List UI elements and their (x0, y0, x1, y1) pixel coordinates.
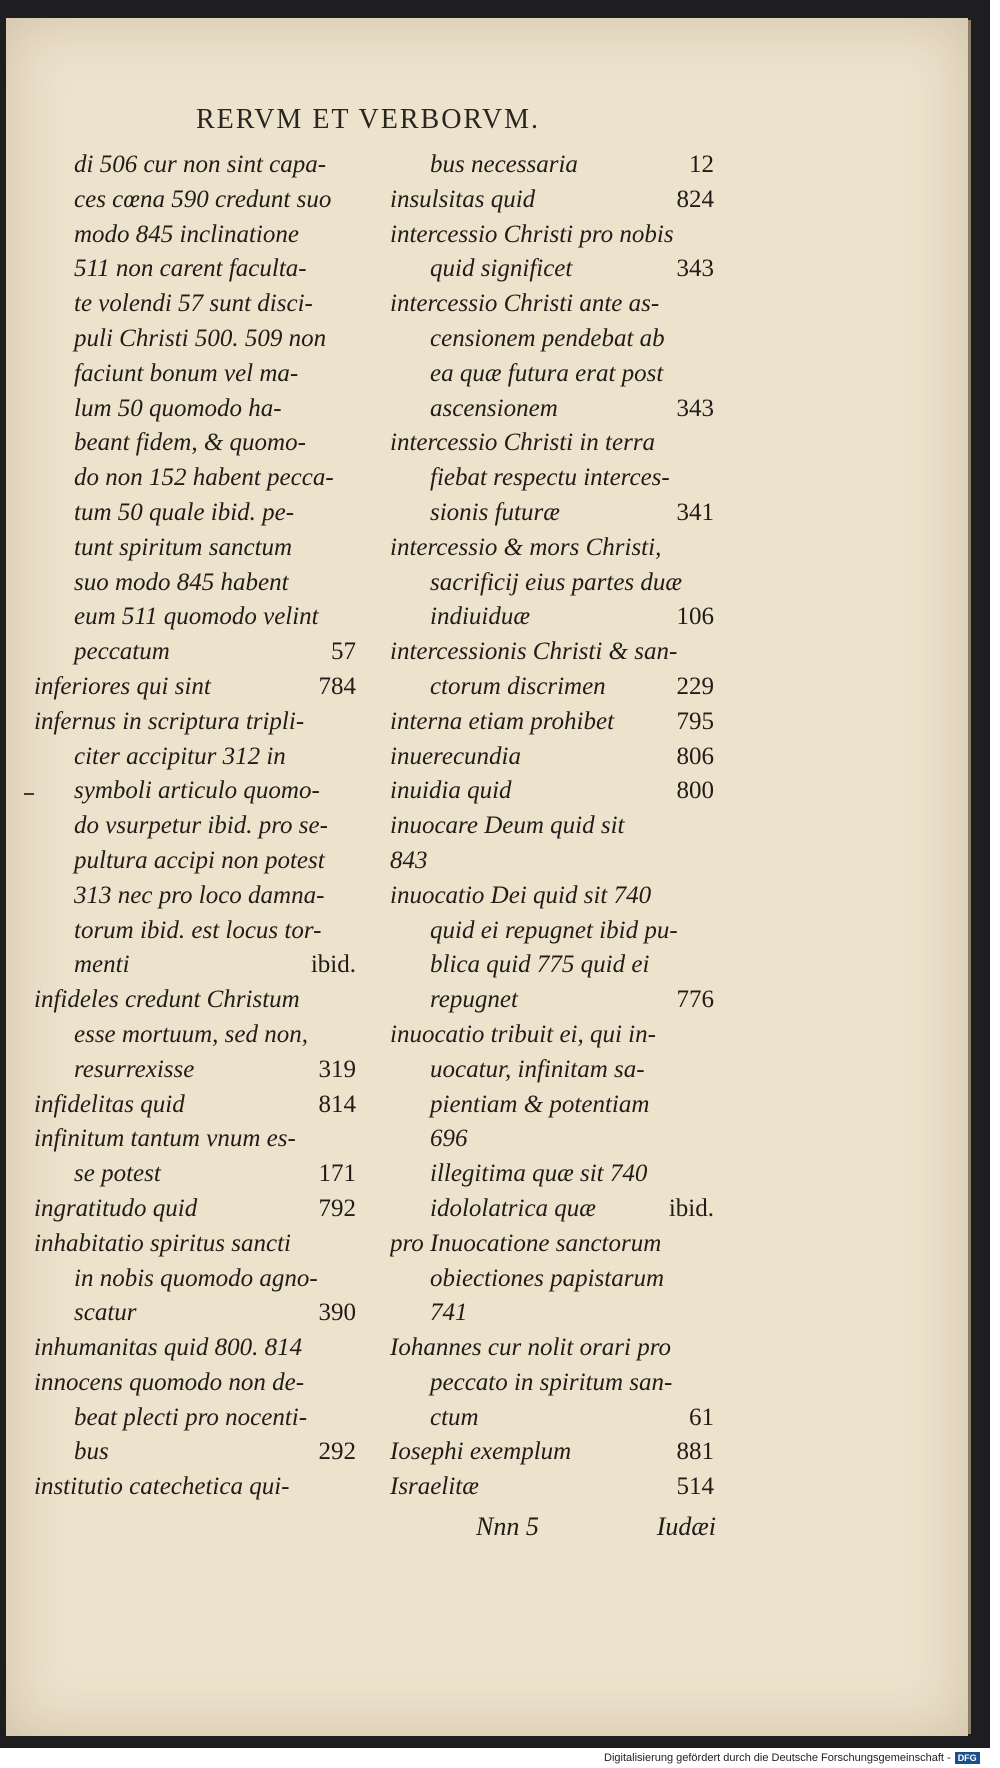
index-line (34, 287, 356, 322)
index-line (390, 635, 714, 670)
index-entry-text: interna etiam prohibet (390, 707, 615, 735)
page-reference: 514 (676, 1473, 714, 1501)
index-line (34, 1122, 356, 1157)
index-entry-text: beat plecti pro nocenti- (74, 1403, 308, 1431)
index-entry-text: quid ei repugnet ibid pu- (430, 916, 678, 944)
index-entry-text: beant fidem, & quomo- (74, 429, 306, 457)
index-entry-text: inuocare Deum quid sit (390, 812, 625, 840)
index-line (390, 844, 714, 879)
index-line (390, 1296, 714, 1331)
index-line (390, 1018, 714, 1053)
index-line (390, 1366, 714, 1401)
page-edge (968, 20, 971, 1734)
index-line (34, 914, 356, 949)
index-line (390, 1227, 714, 1262)
index-entry-text: insulsitas quid (390, 185, 536, 213)
index-entry-text: inferiores qui sint (34, 672, 211, 700)
page-reference: 806 (676, 742, 714, 770)
index-entry-text: repugnet (430, 986, 518, 1014)
page-reference: 824 (676, 185, 714, 213)
page-reference: 12 (689, 151, 714, 178)
index-line (34, 252, 356, 287)
index-line (34, 1227, 356, 1262)
index-line (390, 948, 714, 983)
running-header: RERVM ET VERBORVM. (196, 104, 540, 135)
index-column-left (34, 148, 356, 1505)
page-reference: 343 (676, 255, 714, 283)
page-reference: 795 (676, 707, 714, 735)
page-reference: 390 (318, 1299, 356, 1327)
index-entry-text: blica quid 775 quid ei (430, 951, 650, 979)
index-entry-text: peccatum (74, 638, 170, 666)
index-line (34, 1088, 356, 1123)
index-entry-text: citer accipitur 312 in (74, 742, 286, 770)
index-entry-text: resurrexisse (74, 1055, 195, 1083)
index-line (34, 183, 356, 218)
index-line (34, 1262, 356, 1297)
index-line (34, 496, 356, 531)
index-entry-text: infinitum tantum vnum es- (34, 1125, 296, 1153)
index-entry-text: inuocatio tribuit ei, qui in- (390, 1020, 656, 1048)
page-reference: 57 (331, 638, 356, 666)
index-entry-text: idololatrica quæ (430, 1194, 596, 1222)
index-entry-text: ctum (430, 1403, 479, 1431)
index-line (390, 426, 714, 461)
index-line (390, 218, 714, 253)
index-entry-text: innocens quomodo non de- (34, 1368, 305, 1396)
index-entry-text: 843 (390, 846, 428, 874)
index-line (390, 1401, 714, 1436)
index-entry-text: puli Christi 500. 509 non (74, 324, 327, 352)
index-entry-text: tunt spiritum sanctum (74, 533, 293, 561)
index-line (34, 1331, 356, 1366)
index-entry-text: intercessio Christi in terra (390, 429, 656, 457)
index-entry-text: uocatur, infinitam sa- (430, 1055, 645, 1083)
index-entry-text: intercessio & mors Christi, (390, 533, 662, 561)
index-line (390, 705, 714, 740)
index-entry-text: pro Inuocatione sanctorum (390, 1229, 662, 1257)
index-line (390, 287, 714, 322)
index-line (34, 1470, 356, 1505)
index-entry-text: 741 (430, 1299, 468, 1327)
page-reference: 343 (676, 394, 714, 422)
page-reference: 171 (318, 1160, 356, 1188)
index-column-right (390, 148, 714, 1505)
index-entry-text: tum 50 quale ibid. pe- (74, 498, 295, 526)
index-entry-text: Israelitæ (390, 1473, 479, 1501)
index-entry-text: esse mortuum, sed non, (74, 1020, 309, 1048)
index-entry-text: obiectiones papistarum (430, 1264, 665, 1292)
index-entry-text: peccato in spiritum san- (430, 1368, 673, 1396)
index-entry-text: se potest (74, 1160, 161, 1188)
dfg-logo: DFG (955, 1752, 980, 1764)
index-entry-text: Iosephi exemplum (390, 1438, 572, 1466)
index-entry-text: inuidia quid (390, 777, 512, 805)
page-reference: 292 (318, 1438, 356, 1466)
index-line (390, 1192, 714, 1227)
index-line (390, 1331, 714, 1366)
page-reference: 792 (318, 1194, 356, 1222)
index-line (34, 531, 356, 566)
index-line (390, 496, 714, 531)
index-entry-text: do vsurpetur ibid. pro se- (74, 812, 328, 840)
index-line (34, 705, 356, 740)
signature-mark: Nnn 5 (476, 1512, 539, 1541)
index-line (390, 879, 714, 914)
page-reference: 106 (676, 603, 714, 631)
index-line (34, 844, 356, 879)
index-entry-text: quid significet (430, 255, 573, 283)
index-line (390, 531, 714, 566)
index-line (390, 1435, 714, 1470)
margin-mark (24, 793, 34, 795)
index-line (390, 600, 714, 635)
page-reference: 776 (676, 986, 714, 1014)
index-line (390, 252, 714, 287)
index-line (34, 1435, 356, 1470)
index-line (390, 670, 714, 705)
index-entry-text: indiuiduæ (430, 603, 531, 631)
index-line (34, 218, 356, 253)
page-reference: 814 (318, 1090, 356, 1118)
page-reference: 319 (318, 1055, 356, 1083)
index-line (34, 322, 356, 357)
catchword: Iudæi (656, 1512, 716, 1541)
page-reference: 784 (318, 672, 356, 700)
index-entry-text: te volendi 57 sunt disci- (74, 290, 313, 318)
index-line (390, 357, 714, 392)
index-entry-text: censionem pendebat ab (430, 324, 665, 352)
index-line (34, 948, 356, 983)
index-entry-text: do non 152 habent pecca- (74, 464, 334, 492)
index-entry-text: intercessio Christi pro nobis (390, 220, 674, 248)
page-reference: 881 (676, 1438, 714, 1466)
index-entry-text: inhumanitas quid 800. 814 (34, 1334, 303, 1362)
index-line (390, 774, 714, 809)
index-entry-text: institutio catechetica qui- (34, 1473, 290, 1501)
index-line (390, 322, 714, 357)
index-line (34, 426, 356, 461)
index-line (390, 983, 714, 1018)
index-line (34, 809, 356, 844)
index-entry-text: in nobis quomodo agno- (74, 1264, 318, 1292)
index-line (34, 1192, 356, 1227)
index-entry-text: sionis futuræ (430, 498, 560, 526)
index-entry-text: infernus in scriptura tripli- (34, 707, 305, 735)
index-entry-text: 696 (430, 1125, 468, 1153)
index-entry-text: eum 511 quomodo velint (74, 603, 319, 631)
index-line (34, 148, 356, 183)
index-line (34, 774, 356, 809)
index-entry-text: ascensionem (430, 394, 558, 422)
index-entry-text: ces cœna 590 credunt suo (74, 185, 332, 213)
index-entry-text: ingratitudo quid (34, 1194, 198, 1222)
index-entry-text: sacrificij eius partes duæ (430, 568, 683, 596)
index-line (34, 1366, 356, 1401)
index-line (34, 635, 356, 670)
index-entry-text: infidelitas quid (34, 1090, 185, 1118)
index-line (34, 1401, 356, 1436)
index-line (390, 809, 714, 844)
index-line (34, 983, 356, 1018)
index-entry-text: symboli articulo quomo- (74, 777, 320, 805)
index-line (390, 148, 714, 183)
page-reference: ibid. (310, 951, 356, 979)
index-entry-text: Iohannes cur nolit orari pro (390, 1334, 672, 1362)
index-line (390, 1157, 714, 1192)
index-line (34, 1018, 356, 1053)
index-entry-text: pientiam & potentiam (430, 1090, 650, 1118)
index-entry-text: bus (74, 1438, 109, 1466)
index-line (390, 1262, 714, 1297)
index-entry-text: menti (74, 951, 130, 979)
index-entry-text: inuocatio Dei quid sit 740 (390, 881, 652, 909)
index-line (390, 461, 714, 496)
index-entry-text: 511 non carent faculta- (74, 255, 307, 283)
index-line (390, 914, 714, 949)
index-entry-text: faciunt bonum vel ma- (74, 359, 299, 387)
index-line (390, 392, 714, 427)
book-page (6, 18, 968, 1736)
index-line (390, 1088, 714, 1123)
index-line (34, 740, 356, 775)
index-line (34, 1053, 356, 1088)
index-entry-text: intercessionis Christi & san- (390, 638, 678, 666)
index-line (390, 1122, 714, 1157)
index-entry-text: infideles credunt Christum (34, 986, 300, 1014)
index-line (34, 461, 356, 496)
index-entry-text: pultura accipi non potest (74, 846, 325, 874)
index-entry-text: torum ibid. est locus tor- (74, 916, 322, 944)
page-reference: ibid. (668, 1194, 714, 1222)
index-entry-text: intercessio Christi ante as- (390, 290, 660, 318)
index-entry-text: inuerecundia (390, 742, 521, 770)
index-line (34, 1157, 356, 1192)
index-entry-text: scatur (74, 1299, 137, 1327)
page-reference: 229 (676, 672, 714, 700)
credit-text: Digitalisierung gefördert durch die Deutsche Forschungsgemeinschaft - (604, 1752, 951, 1764)
index-line (34, 566, 356, 601)
index-line (390, 740, 714, 775)
index-line (34, 357, 356, 392)
index-entry-text: 313 nec pro loco damna- (74, 881, 325, 909)
index-line (34, 1296, 356, 1331)
index-line (390, 183, 714, 218)
index-line (390, 566, 714, 601)
index-entry-text: modo 845 inclinatione (74, 220, 299, 248)
index-entry-text: fiebat respectu interces- (430, 464, 670, 492)
index-entry-text: ctorum discrimen (430, 672, 606, 700)
index-line (390, 1053, 714, 1088)
digitization-credit (604, 1752, 994, 1764)
index-entry-text: inhabitatio spiritus sancti (34, 1229, 291, 1257)
index-entry-text: illegitima quæ sit 740 (430, 1160, 648, 1188)
index-line (34, 879, 356, 914)
page-reference: 341 (676, 498, 714, 526)
index-line (34, 600, 356, 635)
page-reference: 61 (689, 1403, 714, 1431)
page-reference: 800 (676, 777, 714, 805)
index-entry-text: ea quæ futura erat post (430, 359, 664, 387)
index-line (34, 670, 356, 705)
index-entry-text: suo modo 845 habent (74, 568, 289, 596)
index-line (34, 392, 356, 427)
index-entry-text: bus necessaria (430, 151, 578, 178)
page-footer (476, 1512, 716, 1542)
index-entry-text: di 506 cur non sint capa- (74, 151, 327, 178)
index-entry-text: lum 50 quomodo ha- (74, 394, 282, 422)
index-line (390, 1470, 714, 1505)
